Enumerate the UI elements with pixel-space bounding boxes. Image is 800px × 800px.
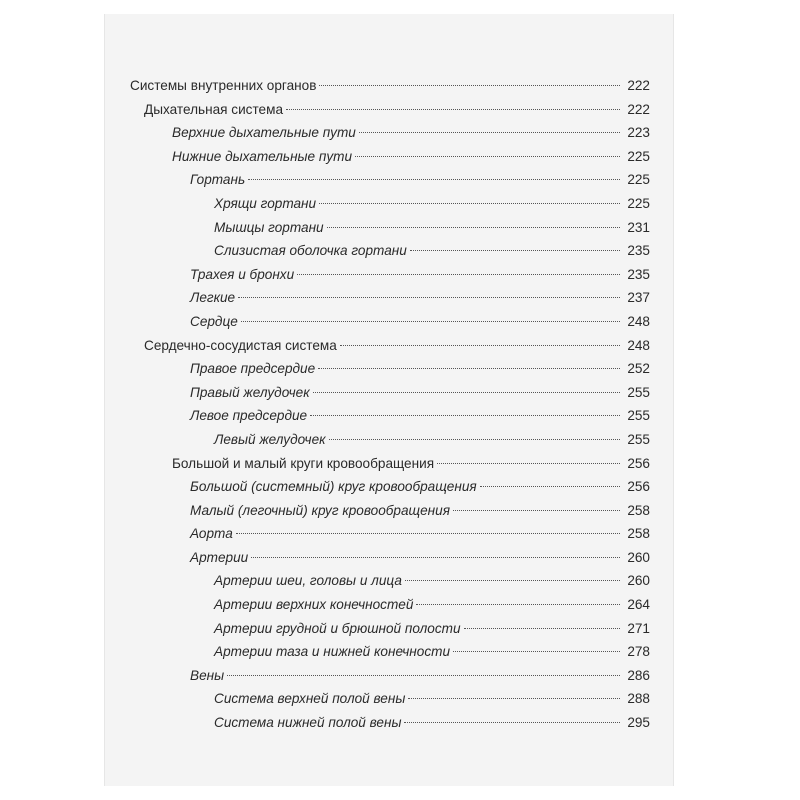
dot-leader	[340, 345, 620, 346]
toc-entry-respiratory-system	[130, 98, 650, 122]
toc-entry-cardiovascular-system	[130, 334, 650, 358]
dot-leader	[408, 698, 620, 699]
toc-page-number: 252	[627, 361, 650, 377]
dot-leader	[313, 392, 620, 393]
toc-entry-trachea-bronchi	[130, 263, 650, 287]
toc-entry-title: Большой и малый круги кровообращения	[172, 455, 435, 471]
dot-leader	[480, 486, 620, 487]
toc-page-number: 225	[627, 172, 650, 188]
toc-entry-title: Малый (легочный) круг кровообращения	[190, 502, 450, 518]
toc-entry-neck-head-face-arteries	[130, 569, 650, 593]
toc-entry-heart	[130, 310, 650, 334]
toc-entry-circulation-circles	[130, 452, 650, 476]
toc-entry-thoracic-abdominal-arteries	[130, 617, 650, 641]
toc-entry-title: Слизистая оболочка гортани	[214, 243, 407, 259]
toc-entry-title: Артерии таза и нижней конечности	[214, 644, 451, 660]
dot-leader	[359, 132, 620, 133]
toc-entry-lungs	[130, 286, 650, 310]
toc-page-number: 235	[627, 243, 650, 259]
toc-page-number: 256	[627, 479, 650, 495]
toc-page-number: 235	[627, 266, 650, 282]
toc-entry-title: Сердечно-сосудистая система	[144, 337, 337, 353]
dot-leader	[453, 510, 620, 511]
toc-entry-laryngeal-cartilages	[130, 192, 650, 216]
table-of-contents	[130, 74, 650, 735]
dot-leader	[319, 203, 620, 204]
dot-leader	[405, 580, 620, 581]
toc-page-number: 225	[627, 148, 650, 164]
toc-page-number: 248	[627, 337, 650, 353]
toc-page-number: 222	[627, 78, 650, 93]
toc-entry-arteries	[130, 546, 650, 570]
toc-entry-title: Правое предсердие	[190, 361, 316, 377]
toc-page-number: 248	[627, 313, 650, 329]
dot-leader	[286, 109, 620, 110]
toc-entry-superior-vena-cava-system	[130, 687, 650, 711]
toc-page-number: 260	[627, 573, 650, 589]
toc-entry-internal-organs	[130, 74, 650, 98]
toc-entry-title: Левое предсердие	[190, 408, 308, 424]
dot-leader	[236, 533, 620, 534]
toc-entry-upper-airways	[130, 121, 650, 145]
toc-page-number: 231	[627, 219, 650, 235]
toc-entry-title: Артерии грудной и брюшной полости	[214, 620, 461, 636]
toc-entry-left-ventricle	[130, 428, 650, 452]
dot-leader	[227, 675, 620, 676]
toc-entry-title: Правый желудочек	[190, 384, 310, 400]
toc-entry-title: Система нижней полой вены	[214, 715, 402, 731]
toc-page-number: 255	[627, 408, 650, 424]
toc-entry-pelvis-lower-limb-arteries	[130, 640, 650, 664]
toc-entry-laryngeal-muscles	[130, 216, 650, 240]
dot-leader	[329, 439, 620, 440]
toc-page-number: 256	[627, 455, 650, 471]
toc-page-number: 295	[627, 715, 650, 731]
toc-entry-title: Трахея и бронхи	[190, 266, 295, 282]
dot-leader	[251, 557, 620, 558]
dot-leader	[404, 722, 620, 723]
toc-entry-right-atrium	[130, 357, 650, 381]
dot-leader	[410, 250, 620, 251]
toc-entry-title: Легкие	[190, 290, 236, 306]
dot-leader	[437, 463, 620, 464]
toc-page-number: 223	[627, 125, 650, 141]
toc-entry-title: Система верхней полой вены	[214, 691, 406, 707]
toc-page-number: 264	[627, 597, 650, 613]
dot-leader	[319, 85, 620, 86]
toc-entry-title: Хрящи гортани	[214, 195, 317, 211]
toc-entry-aorta	[130, 522, 650, 546]
dot-leader	[297, 274, 620, 275]
toc-page-number: 260	[627, 549, 650, 565]
toc-entry-inferior-vena-cava-system	[130, 711, 650, 735]
dot-leader	[248, 179, 620, 180]
toc-entry-upper-limb-arteries	[130, 593, 650, 617]
toc-entry-left-atrium	[130, 404, 650, 428]
toc-entry-veins	[130, 664, 650, 688]
toc-page-number: 255	[627, 384, 650, 400]
dot-leader	[464, 628, 620, 629]
toc-entry-title: Артерии шеи, головы и лица	[214, 573, 402, 589]
toc-page-number: 222	[627, 101, 650, 117]
toc-entry-title: Аорта	[190, 526, 233, 542]
toc-entry-title: Дыхательная система	[144, 101, 284, 117]
toc-page-number: 271	[627, 620, 650, 636]
toc-entry-title: Большой (системный) круг кровообращения	[190, 479, 477, 495]
dot-leader	[238, 297, 620, 298]
toc-entry-larynx	[130, 168, 650, 192]
toc-entry-lower-airways	[130, 145, 650, 169]
toc-page-number: 286	[627, 667, 650, 683]
toc-page-number: 237	[627, 290, 650, 306]
toc-entry-title: Сердце	[190, 313, 238, 329]
toc-entry-title: Мышцы гортани	[214, 219, 324, 235]
toc-entry-title: Верхние дыхательные пути	[172, 125, 356, 141]
toc-entry-laryngeal-mucosa	[130, 239, 650, 263]
toc-entry-pulmonary-circulation	[130, 499, 650, 523]
dot-leader	[327, 227, 620, 228]
toc-page-number: 258	[627, 526, 650, 542]
toc-page-number: 255	[627, 431, 650, 447]
toc-entry-title: Вены	[190, 667, 225, 683]
toc-entry-title: Левый желудочек	[214, 431, 326, 447]
toc-page-number: 258	[627, 502, 650, 518]
dot-leader	[318, 368, 620, 369]
toc-entry-title: Гортань	[190, 172, 246, 188]
dot-leader	[355, 156, 620, 157]
toc-entry-title: Системы внутренних органов	[130, 78, 317, 93]
toc-page-number: 288	[627, 691, 650, 707]
toc-entry-title: Артерии верхних конечностей	[214, 597, 414, 613]
toc-entry-systemic-circulation	[130, 475, 650, 499]
toc-page-number: 278	[627, 644, 650, 660]
dot-leader	[416, 604, 620, 605]
toc-entry-right-ventricle	[130, 381, 650, 405]
dot-leader	[453, 651, 620, 652]
toc-page-number: 225	[627, 195, 650, 211]
toc-entry-title: Артерии	[190, 549, 249, 565]
toc-entry-title: Нижние дыхательные пути	[172, 148, 353, 164]
dot-leader	[241, 321, 620, 322]
dot-leader	[310, 415, 620, 416]
